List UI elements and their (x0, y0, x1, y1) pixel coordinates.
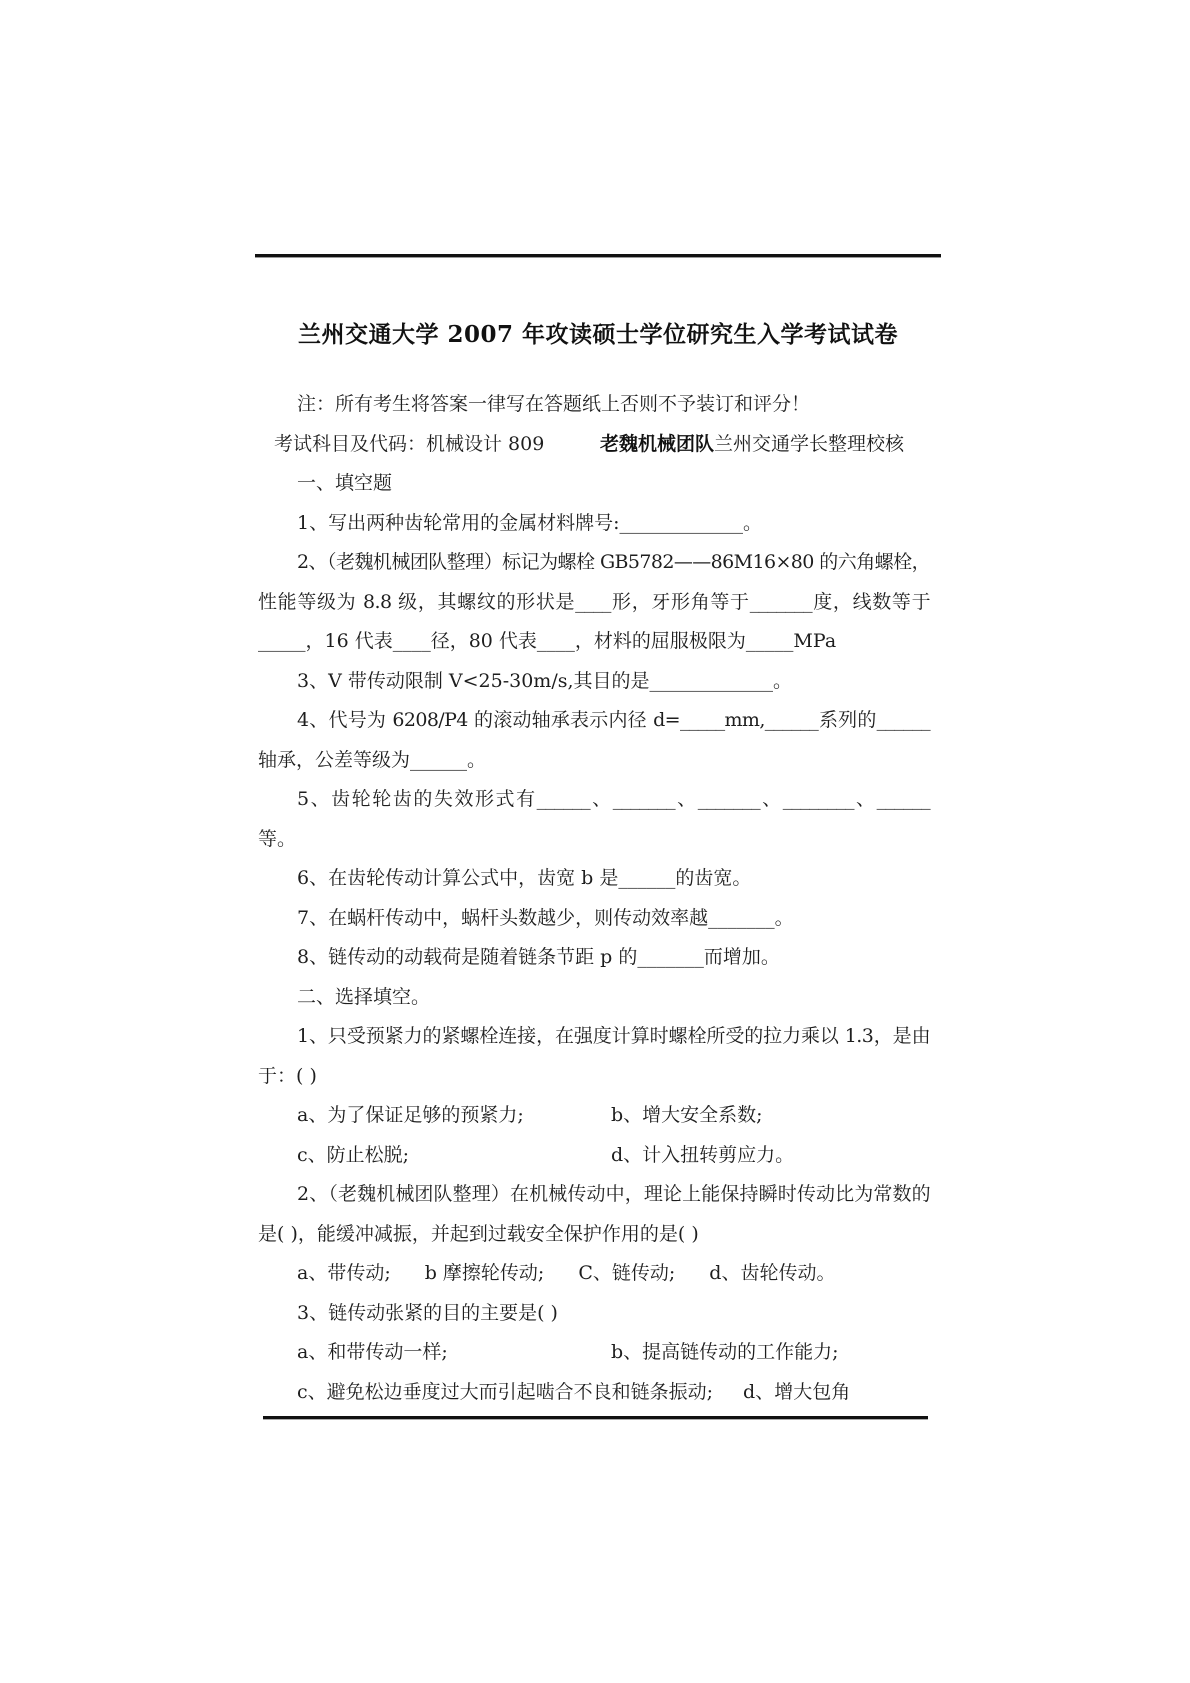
option-d: d、齿轮传动。 (709, 1262, 836, 1284)
question: 1、写出两种齿轮常用的金属材料牌号:_____________。 (297, 511, 762, 534)
option-b: b 摩擦轮传动; (424, 1262, 545, 1284)
option-a: a、带传动; (297, 1262, 391, 1284)
option-c: c、防止松脱; (297, 1143, 410, 1166)
options-row (258, 1333, 930, 1373)
option-b: b、提高链传动的工作能力; (611, 1341, 839, 1363)
question: 7、在蜗杆传动中，蜗杆头数越少，则传动效率越_______。 (297, 906, 794, 929)
question-cont: 等。 (258, 827, 297, 850)
team-name: 老魏机械团队 (600, 432, 715, 455)
subject-line (258, 425, 930, 465)
section-heading: 二、选择填空。 (297, 985, 431, 1008)
top-rule (255, 254, 941, 258)
option-a: a、为了保证足够的预紧力; (297, 1104, 524, 1126)
question: 2、（老魏机械团队整理）标记为螺栓 GB5782——86M16×80 的六角螺栓， (297, 551, 930, 573)
options-row (258, 1096, 930, 1136)
question-cont: 轴承，公差等级为______。 (258, 748, 487, 771)
page-title: 兰州交通大学 2007 年攻读硕士学位研究生入学考试试卷 (297, 321, 899, 348)
option-d: d、增大包角 (743, 1380, 851, 1403)
question-cont: 于：( ) (258, 1064, 317, 1087)
exam-body (258, 385, 930, 1420)
question: 2、（老魏机械团队整理）在机械传动中，理论上能保持瞬时传动比为常数的 (297, 1183, 930, 1205)
options-row (258, 1136, 930, 1176)
option-b: b、增大安全系数; (611, 1104, 763, 1126)
option-a: a、和带传动一样; (297, 1341, 448, 1363)
question: 1、只受预紧力的紧螺栓连接，在强度计算时螺栓所受的拉力乘以 1.3，是由 (297, 1025, 930, 1047)
subject: 考试科目及代码：机械设计 809 (274, 432, 545, 455)
question: 3、V 带传动限制 V<25-30m/s,其目的是_____________。 (297, 669, 793, 692)
question-cont: _____，16 代表____径，80 代表____，材料的屈服极限为_____MPa (258, 630, 837, 652)
question: 4、代号为 6208/P4 的滚动轴承表示内径 d=_____mm,______系列的______ (297, 709, 930, 731)
bottom-rule (263, 1416, 928, 1420)
question: 8、链传动的动载荷是随着链条节距 p 的_______而增加。 (297, 946, 780, 968)
options-row (258, 1373, 930, 1413)
question: 3、链传动张紧的目的主要是( ) (297, 1301, 558, 1324)
option-d: d、计入扭转剪应力。 (611, 1143, 795, 1166)
option-c: C、链传动; (578, 1262, 676, 1284)
options-row (258, 1254, 930, 1294)
section-heading: 一、填空题 (297, 472, 393, 494)
team-note: 兰州交通学长整理校核 (714, 432, 905, 455)
question: 5、齿轮轮齿的失效形式有______、_______、_______、________、______ (297, 788, 930, 810)
note: 注：所有考生将答案一律写在答题纸上否则不予装订和评分！ (297, 393, 811, 415)
option-c: c、避免松边垂度过大而引起啮合不良和链条振动; (297, 1380, 714, 1403)
question-cont: 性能等级为 8.8 级，其螺纹的形状是____形，牙形角等于_______度，线数等于 (258, 590, 930, 613)
question-cont: 是( )，能缓冲减振，并起到过载安全保护作用的是( ) (258, 1222, 699, 1245)
question: 6、在齿轮传动计算公式中，齿宽 b 是______的齿宽。 (297, 867, 752, 889)
